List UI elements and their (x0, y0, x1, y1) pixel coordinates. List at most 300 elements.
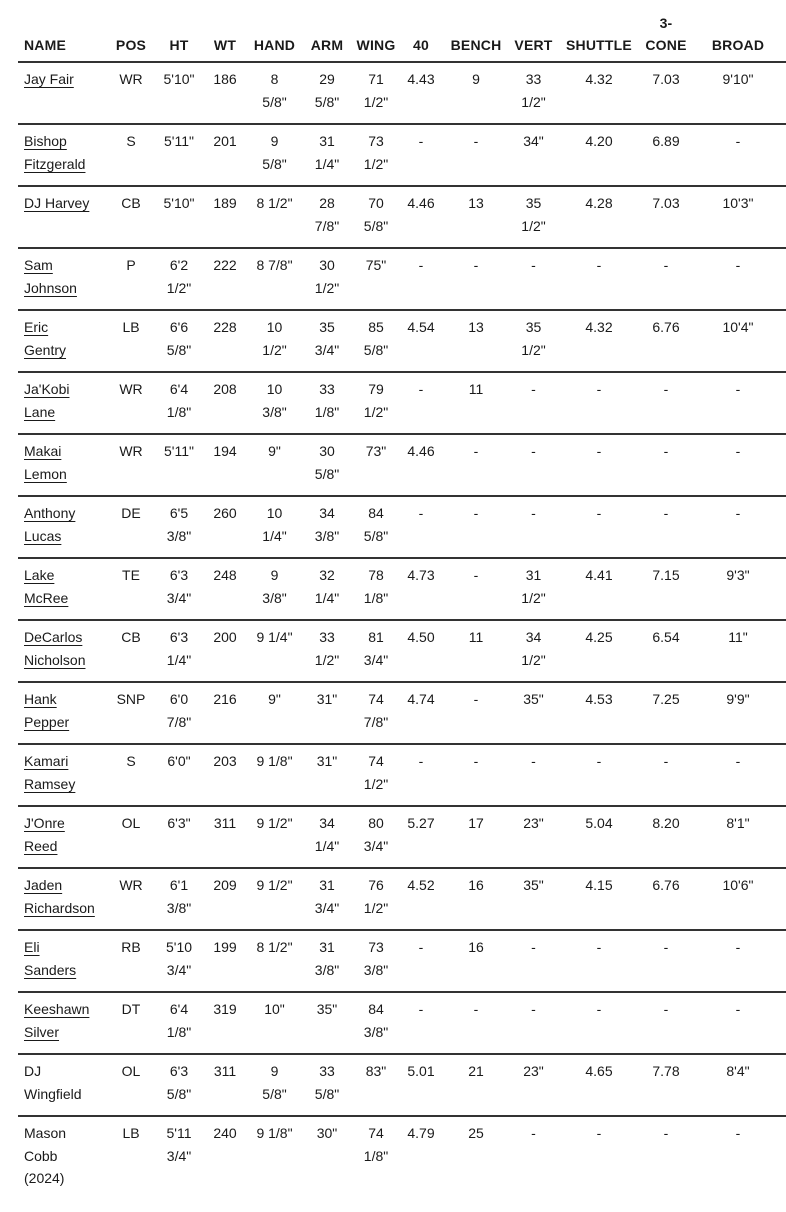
cell-value: 31" (316, 691, 338, 707)
cell-value: 311 (213, 1063, 237, 1079)
cell-three-cone (642, 124, 690, 186)
cell-value: S (126, 753, 136, 769)
cell-ht (154, 372, 204, 434)
cell-value: 31 3/8" (314, 939, 340, 978)
cell-wing (351, 744, 401, 806)
cell-forty (401, 682, 441, 744)
cell-value: S (126, 133, 136, 149)
cell-ht (154, 620, 204, 682)
cell-value: - (596, 505, 602, 521)
column-header-pos: POS (108, 0, 154, 62)
cell-value: 35" (523, 691, 544, 707)
cell-value: 8 7/8" (256, 257, 293, 273)
cell-value: 260 (213, 505, 237, 521)
cell-arm (303, 496, 351, 558)
cell-forty (401, 434, 441, 496)
cell-value: 30 1/2" (314, 257, 340, 296)
cell-value: 6'6 5/8" (166, 319, 192, 358)
cell-bench (441, 62, 511, 124)
cell-value: 23" (523, 815, 544, 831)
cell-three-cone (642, 682, 690, 744)
cell-value: 8 1/2" (256, 195, 293, 211)
cell-value: - (531, 1001, 536, 1017)
cell-wing (351, 868, 401, 930)
cell-shuttle (556, 1116, 642, 1212)
cell-forty (401, 930, 441, 992)
player-name: Mason Cobb (2024) (24, 1125, 67, 1186)
cell-shuttle (556, 558, 642, 620)
cell-broad (690, 62, 786, 124)
cell-broad (690, 806, 786, 868)
cell-bench (441, 372, 511, 434)
cell-shuttle (556, 930, 642, 992)
column-header-broad: BROAD (690, 0, 786, 62)
cell-broad (690, 310, 786, 372)
cell-value: 5.04 (585, 815, 613, 831)
player-name-link[interactable]: Eli Sanders (24, 939, 77, 978)
player-name-link[interactable]: Lake McRee (24, 567, 69, 606)
cell-pos (108, 992, 154, 1054)
cell-value: WR (119, 443, 143, 459)
cell-value: - (531, 1125, 536, 1141)
cell-value: 228 (213, 319, 237, 335)
player-name-link[interactable]: Jaden Richardson (24, 877, 95, 916)
column-header-ht: HT (154, 0, 204, 62)
player-name-cell (18, 744, 108, 806)
cell-three-cone (642, 1116, 690, 1212)
cell-wing (351, 310, 401, 372)
cell-broad (690, 868, 786, 930)
cell-ht (154, 744, 204, 806)
cell-forty (401, 1116, 441, 1212)
cell-value: 6'3 1/4" (166, 629, 192, 668)
cell-value: 10" (264, 1001, 285, 1017)
cell-ht (154, 992, 204, 1054)
cell-value: 30" (316, 1125, 338, 1141)
cell-value: - (663, 1125, 669, 1141)
player-name-link[interactable]: Bishop Fitzgerald (24, 133, 86, 172)
cell-broad (690, 682, 786, 744)
player-name-link[interactable]: Keeshawn Silver (24, 1001, 90, 1040)
cell-forty (401, 372, 441, 434)
cell-pos (108, 806, 154, 868)
cell-wing (351, 682, 401, 744)
cell-value: 6'4 1/8" (166, 381, 192, 420)
cell-broad (690, 186, 786, 248)
cell-value: 9" (268, 691, 281, 707)
cell-three-cone (642, 868, 690, 930)
cell-value: 6.89 (652, 133, 680, 149)
cell-broad (690, 558, 786, 620)
cell-value: 11 (468, 629, 484, 645)
cell-value: 6'5 3/8" (166, 505, 192, 544)
cell-three-cone (642, 992, 690, 1054)
cell-pos (108, 372, 154, 434)
cell-value: 73 1/2" (363, 133, 389, 172)
cell-value: - (473, 505, 479, 521)
cell-value: 199 (213, 939, 237, 955)
cell-vert (511, 372, 556, 434)
cell-value: 11" (728, 629, 748, 645)
cell-value: 4.43 (407, 71, 435, 87)
cell-three-cone (642, 248, 690, 310)
cell-wing (351, 620, 401, 682)
player-name-cell (18, 62, 108, 124)
cell-value: 8'1" (726, 815, 750, 831)
cell-value: - (531, 939, 536, 955)
table-row (18, 124, 786, 186)
cell-value: 9'9" (726, 691, 750, 707)
player-name-link[interactable]: Ja'Kobi Lane (24, 381, 70, 420)
cell-value: WR (119, 877, 143, 893)
cell-value: 32 1/4" (314, 567, 340, 606)
cell-value: - (418, 505, 424, 521)
cell-three-cone (642, 62, 690, 124)
cell-pos (108, 1116, 154, 1212)
cell-arm (303, 310, 351, 372)
cell-value: - (531, 257, 536, 273)
cell-value: 30 5/8" (314, 443, 340, 482)
cell-value: 73" (365, 443, 387, 459)
cell-bench (441, 310, 511, 372)
cell-bench (441, 1054, 511, 1116)
cell-value: 6.76 (652, 319, 680, 335)
cell-value: WR (119, 381, 143, 397)
cell-ht (154, 1054, 204, 1116)
cell-hand (246, 310, 303, 372)
cell-value: 6.76 (652, 877, 680, 893)
cell-shuttle (556, 62, 642, 124)
cell-value: 6'3 5/8" (166, 1063, 192, 1102)
cell-arm (303, 806, 351, 868)
cell-value: 10 3/8" (262, 381, 287, 420)
table-row (18, 1116, 786, 1212)
cell-value: 209 (213, 877, 237, 893)
cell-forty (401, 496, 441, 558)
cell-wt (204, 248, 246, 310)
cell-shuttle (556, 992, 642, 1054)
cell-pos (108, 868, 154, 930)
cell-value: 8'4" (726, 1063, 750, 1079)
cell-value: 9" (268, 443, 281, 459)
cell-vert (511, 434, 556, 496)
column-header-bench: BENCH (441, 0, 511, 62)
cell-value: 31 3/4" (314, 877, 340, 916)
cell-value: DT (121, 1001, 141, 1017)
cell-value: 4.28 (585, 195, 613, 211)
cell-arm (303, 1116, 351, 1212)
cell-value: - (531, 505, 536, 521)
cell-three-cone (642, 806, 690, 868)
cell-value: 4.32 (585, 71, 613, 87)
cell-value: 34 1/2" (521, 629, 546, 668)
player-name-cell (18, 434, 108, 496)
player-name-link[interactable]: Makai Lemon (24, 443, 67, 482)
cell-value: 10 1/2" (262, 319, 287, 358)
column-header-wt: WT (204, 0, 246, 62)
cell-hand (246, 682, 303, 744)
table-row (18, 806, 786, 868)
cell-wing (351, 496, 401, 558)
cell-value: 34 3/8" (314, 505, 340, 544)
cell-value: 11 (468, 381, 484, 397)
cell-hand (246, 744, 303, 806)
player-name-cell (18, 186, 108, 248)
cell-value: 73 3/8" (363, 939, 389, 978)
column-header-three-cone: 3- CONE (642, 0, 690, 62)
cell-value: - (418, 753, 424, 769)
cell-hand (246, 992, 303, 1054)
player-name-link[interactable]: J'Onre Reed (24, 815, 65, 854)
table-row (18, 186, 786, 248)
cell-value: - (596, 753, 602, 769)
cell-value: - (596, 381, 602, 397)
cell-pos (108, 434, 154, 496)
cell-value: - (473, 133, 479, 149)
player-name-link[interactable]: DeCarlos Nicholson (24, 629, 86, 668)
player-name-cell (18, 868, 108, 930)
player-name-link[interactable]: Anthony Lucas (24, 505, 76, 544)
cell-value: 10 1/4" (262, 505, 287, 544)
cell-value: CB (121, 629, 141, 645)
cell-hand (246, 1054, 303, 1116)
cell-value: 5'11 3/4" (166, 1125, 192, 1164)
cell-three-cone (642, 372, 690, 434)
cell-ht (154, 434, 204, 496)
cell-value: - (596, 939, 602, 955)
cell-value: 35 3/4" (314, 319, 340, 358)
cell-value: 4.53 (585, 691, 613, 707)
table-row (18, 372, 786, 434)
cell-hand (246, 124, 303, 186)
player-name-cell (18, 806, 108, 868)
cell-value: 10'6" (722, 877, 754, 893)
cell-value: 10'4" (722, 319, 754, 335)
cell-vert (511, 930, 556, 992)
cell-value: 9'10" (722, 71, 754, 87)
cell-value: 79 1/2" (363, 381, 389, 420)
cell-vert (511, 310, 556, 372)
cell-bench (441, 620, 511, 682)
combine-results-table (18, 0, 786, 1212)
cell-value: - (596, 1125, 602, 1141)
player-name-cell (18, 992, 108, 1054)
cell-value: 4.50 (407, 629, 435, 645)
combine-table-container (18, 0, 786, 1212)
column-header-vert: VERT (511, 0, 556, 62)
cell-value: 248 (213, 567, 237, 583)
player-name-cell (18, 620, 108, 682)
cell-value: 71 1/2" (363, 71, 389, 110)
cell-vert (511, 1116, 556, 1212)
cell-broad (690, 744, 786, 806)
cell-value: LB (122, 319, 140, 335)
cell-value: 9 1/8" (256, 1125, 293, 1141)
cell-value: - (663, 443, 669, 459)
cell-value: 6.54 (652, 629, 680, 645)
cell-forty (401, 806, 441, 868)
player-name-cell (18, 124, 108, 186)
cell-vert (511, 496, 556, 558)
cell-value: 186 (213, 71, 237, 87)
cell-value: 319 (213, 1001, 237, 1017)
cell-value: - (473, 691, 479, 707)
cell-arm (303, 930, 351, 992)
cell-arm (303, 1054, 351, 1116)
cell-value: TE (122, 567, 140, 583)
table-row (18, 248, 786, 310)
table-row (18, 1054, 786, 1116)
cell-value: 5.01 (407, 1063, 435, 1079)
cell-value: - (531, 753, 536, 769)
cell-value: - (418, 381, 424, 397)
column-header-arm: ARM (303, 0, 351, 62)
cell-value: 81 3/4" (363, 629, 389, 668)
cell-wt (204, 930, 246, 992)
player-name-link[interactable]: Hank Pepper (24, 691, 70, 730)
cell-value: 7.78 (652, 1063, 680, 1079)
cell-bench (441, 558, 511, 620)
cell-bench (441, 1116, 511, 1212)
cell-arm (303, 434, 351, 496)
cell-value: 23" (523, 1063, 544, 1079)
cell-value: 74 1/2" (363, 753, 389, 792)
cell-pos (108, 744, 154, 806)
player-name-link[interactable]: Sam Johnson (24, 257, 77, 296)
cell-value: - (663, 257, 669, 273)
cell-shuttle (556, 124, 642, 186)
cell-value: P (126, 257, 136, 273)
cell-wt (204, 620, 246, 682)
cell-wt (204, 124, 246, 186)
cell-forty (401, 992, 441, 1054)
cell-value: - (473, 257, 479, 273)
cell-ht (154, 496, 204, 558)
table-row (18, 992, 786, 1054)
cell-bench (441, 186, 511, 248)
cell-vert (511, 186, 556, 248)
cell-wt (204, 868, 246, 930)
cell-broad (690, 372, 786, 434)
cell-wt (204, 62, 246, 124)
cell-ht (154, 186, 204, 248)
player-name-link[interactable]: Eric Gentry (24, 319, 67, 358)
cell-three-cone (642, 496, 690, 558)
cell-value: 74 1/8" (363, 1125, 389, 1164)
cell-value: 35 1/2" (521, 195, 546, 234)
cell-value: 13 (468, 195, 484, 211)
cell-wt (204, 434, 246, 496)
cell-wt (204, 744, 246, 806)
table-row (18, 310, 786, 372)
cell-hand (246, 248, 303, 310)
table-body (18, 62, 786, 1212)
cell-value: 74 7/8" (363, 691, 389, 730)
player-name-link[interactable]: DJ Harvey (24, 195, 90, 211)
cell-pos (108, 310, 154, 372)
cell-value: 222 (213, 257, 237, 273)
cell-bench (441, 744, 511, 806)
cell-value: 33 1/8" (314, 381, 340, 420)
cell-wt (204, 496, 246, 558)
cell-arm (303, 62, 351, 124)
cell-forty (401, 558, 441, 620)
cell-three-cone (642, 930, 690, 992)
cell-value: - (473, 1001, 479, 1017)
cell-value: 4.20 (585, 133, 613, 149)
cell-value: 5'10" (163, 71, 195, 87)
cell-broad (690, 248, 786, 310)
player-name-cell (18, 1116, 108, 1212)
player-name-cell (18, 496, 108, 558)
cell-value: 9 1/2" (256, 815, 293, 831)
cell-pos (108, 248, 154, 310)
cell-pos (108, 930, 154, 992)
cell-shuttle (556, 806, 642, 868)
cell-value: 8 1/2" (256, 939, 293, 955)
cell-value: 9 1/8" (256, 753, 293, 769)
cell-vert (511, 806, 556, 868)
cell-value: - (531, 443, 536, 459)
cell-forty (401, 1054, 441, 1116)
cell-value: 35 1/2" (521, 319, 546, 358)
cell-wt (204, 1054, 246, 1116)
cell-value: 6'1 3/8" (166, 877, 192, 916)
cell-value: 34" (523, 133, 544, 149)
cell-vert (511, 744, 556, 806)
cell-shuttle (556, 868, 642, 930)
cell-value: 6'0 7/8" (166, 691, 192, 730)
cell-value: 216 (213, 691, 237, 707)
cell-arm (303, 620, 351, 682)
cell-value: 78 1/8" (363, 567, 389, 606)
table-row (18, 682, 786, 744)
cell-wt (204, 682, 246, 744)
cell-wing (351, 248, 401, 310)
cell-value: 33 1/2" (521, 71, 546, 110)
cell-value: 208 (213, 381, 237, 397)
cell-pos (108, 124, 154, 186)
table-row (18, 868, 786, 930)
player-name-link[interactable]: Jay Fair (24, 71, 74, 87)
cell-value: 4.15 (585, 877, 613, 893)
cell-bench (441, 930, 511, 992)
cell-hand (246, 868, 303, 930)
cell-value: 16 (468, 877, 484, 893)
player-name-link[interactable]: Kamari Ramsey (24, 753, 76, 792)
cell-arm (303, 744, 351, 806)
cell-broad (690, 992, 786, 1054)
cell-value: 4.65 (585, 1063, 613, 1079)
cell-shuttle (556, 310, 642, 372)
cell-value: 311 (213, 815, 237, 831)
cell-wt (204, 806, 246, 868)
cell-value: - (735, 505, 741, 521)
cell-broad (690, 496, 786, 558)
cell-value: SNP (116, 691, 146, 707)
cell-arm (303, 992, 351, 1054)
cell-value: 4.79 (407, 1125, 435, 1141)
cell-three-cone (642, 186, 690, 248)
cell-value: - (596, 1001, 602, 1017)
cell-value: 33 1/2" (314, 629, 340, 668)
cell-value: 6'2 1/2" (166, 257, 192, 296)
table-row (18, 558, 786, 620)
cell-value: - (531, 381, 536, 397)
cell-value: 85 5/8" (363, 319, 389, 358)
cell-value: 9 5/8" (262, 1063, 287, 1102)
cell-forty (401, 744, 441, 806)
